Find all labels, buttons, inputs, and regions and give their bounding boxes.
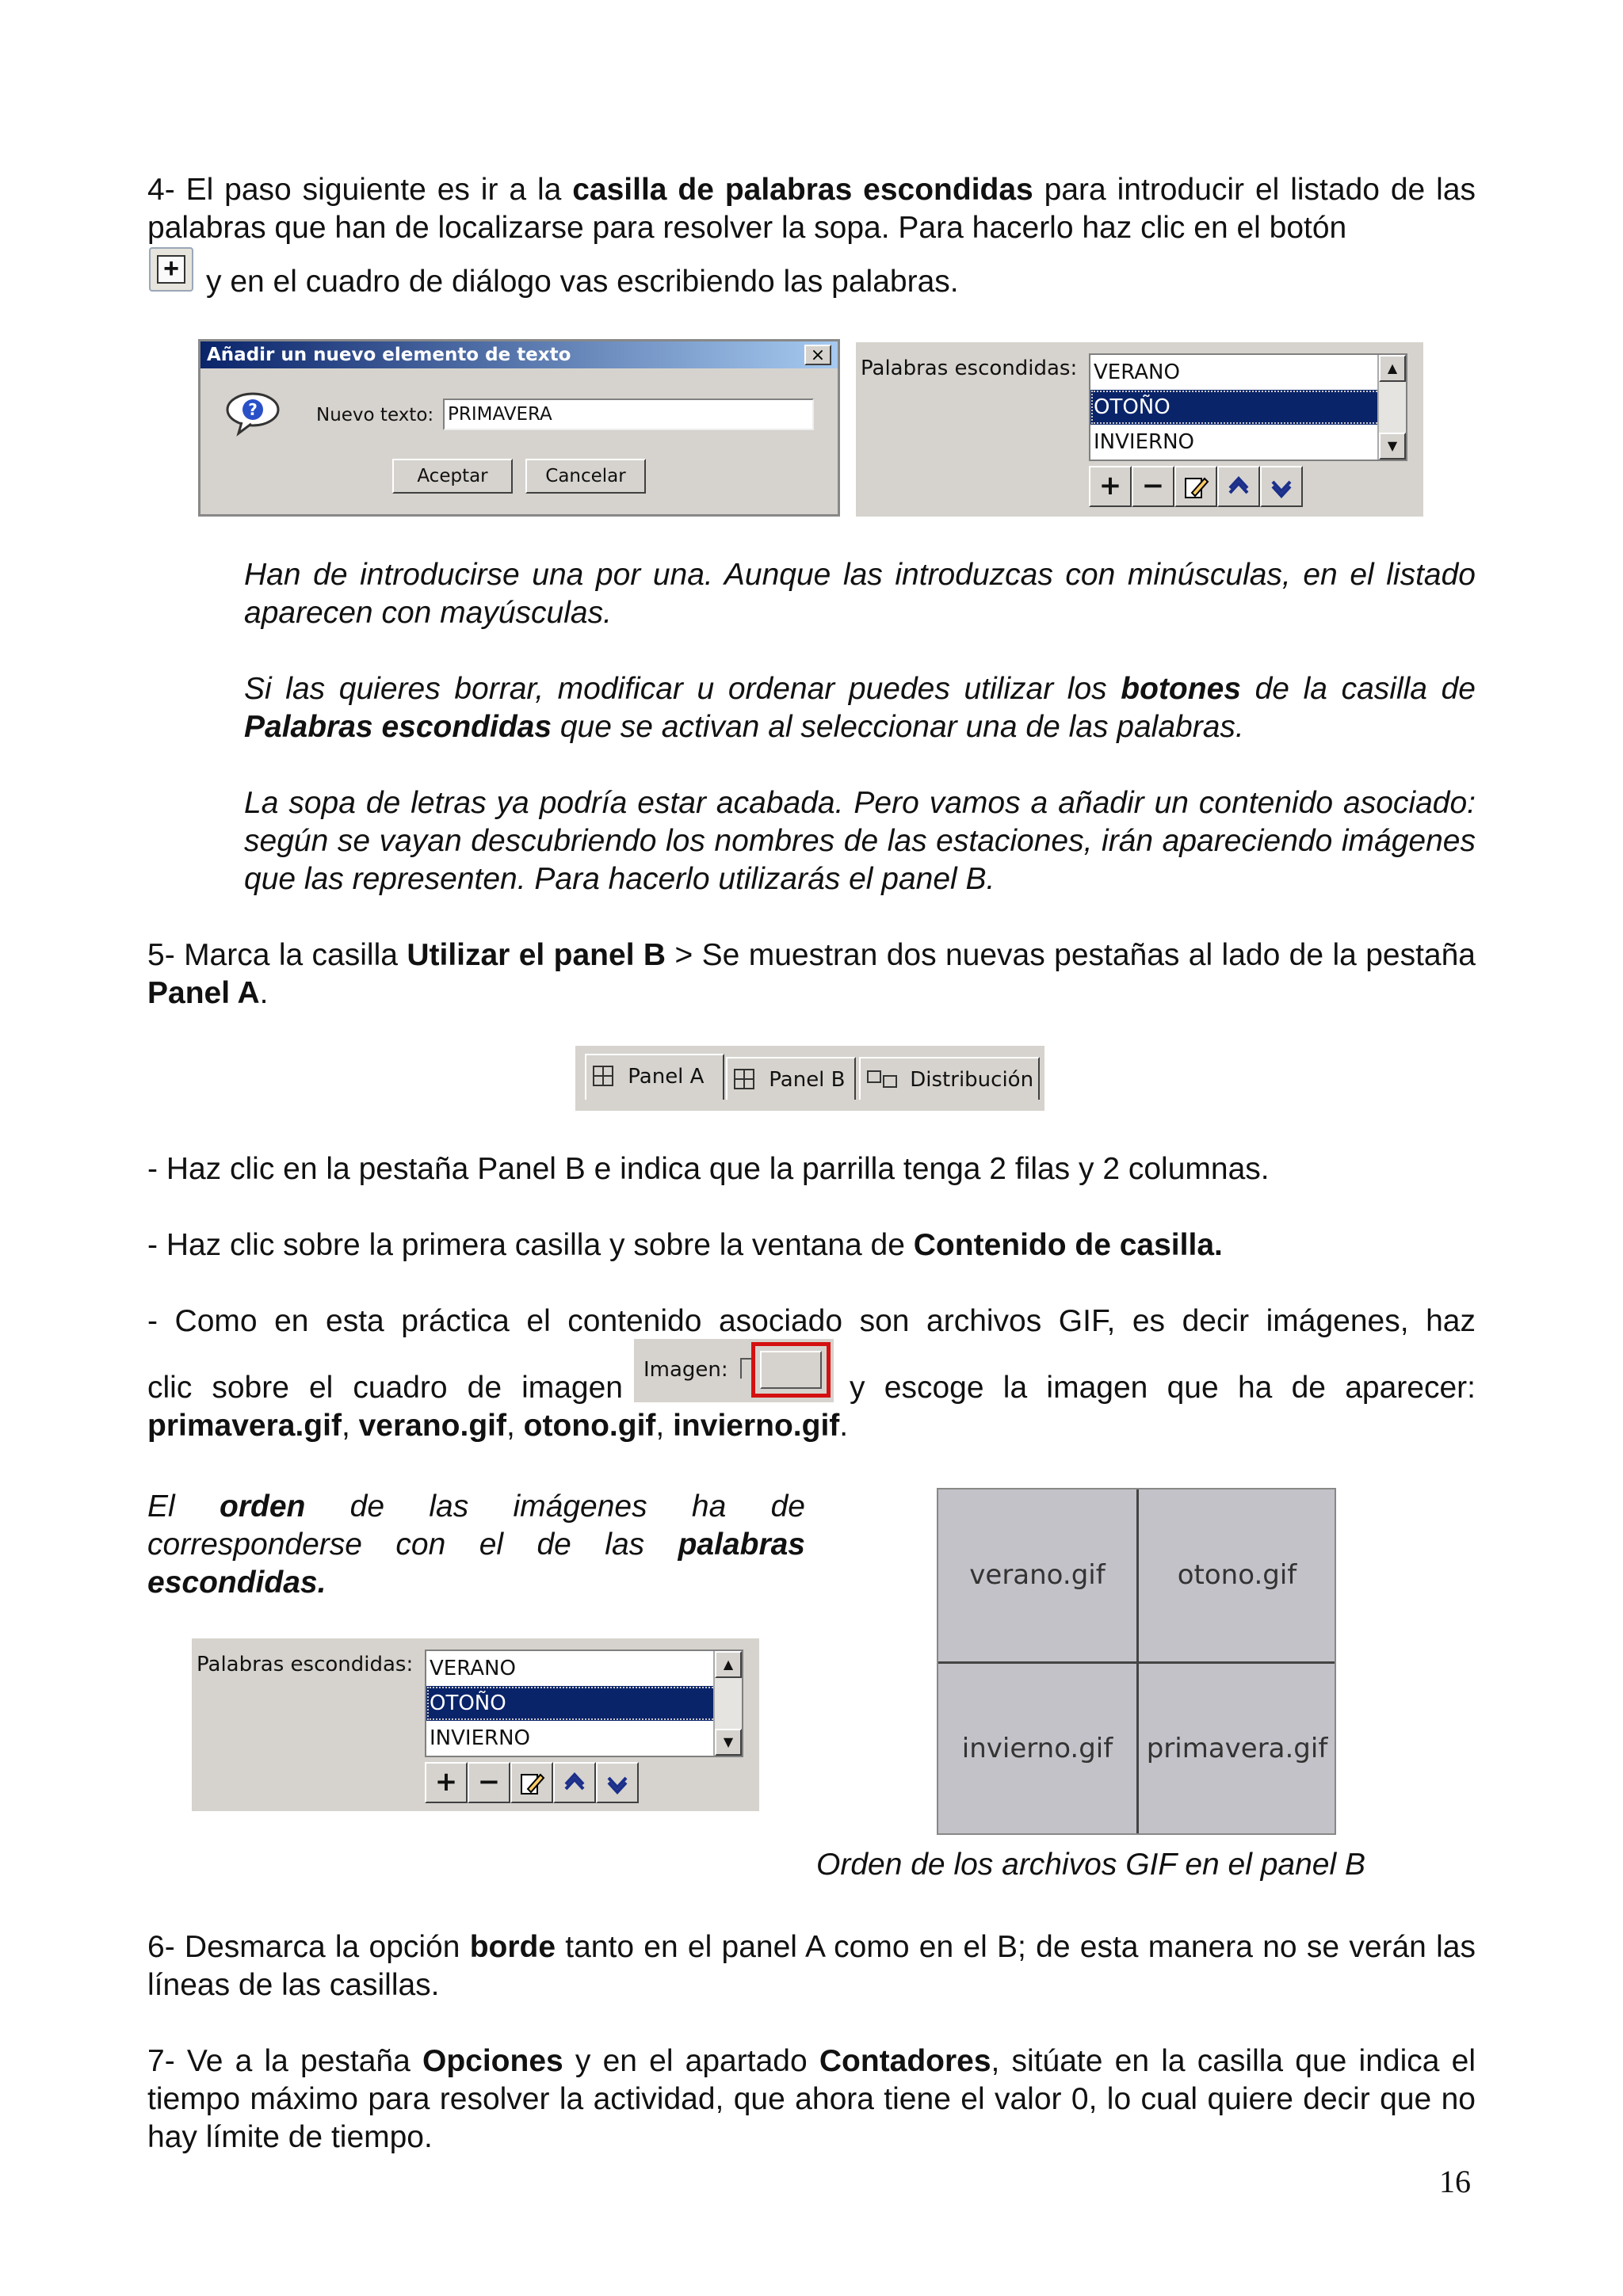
move-down-icon[interactable] xyxy=(1260,466,1303,507)
scroll-down-icon[interactable]: ▼ xyxy=(715,1729,742,1756)
grid-icon xyxy=(734,1069,754,1089)
grid-cell: invierno.gif xyxy=(961,1733,1113,1764)
step6-paragraph: 6- Desmarca la opción borde tanto en el panel A como en el B; de esta manera no se verán las líneas de las casillas. xyxy=(147,1930,1476,2002)
scroll-up-icon[interactable]: ▲ xyxy=(715,1651,742,1678)
add-button-inline xyxy=(149,247,193,292)
scroll-down-icon[interactable]: ▼ xyxy=(1379,433,1406,460)
question-icon xyxy=(224,391,281,437)
step4-paragraph: 4- El paso siguiente es ir a la casilla de palabras escondidas para introducir el listado de las palabras que han de localizarse para resolver la sopa. Para hacerlo haz clic en el botón xyxy=(147,173,1476,245)
tab-distribucion[interactable]: Distribución xyxy=(859,1057,1040,1100)
grid-caption: Orden de los archivos GIF en el panel B xyxy=(816,1848,1365,1882)
list-item[interactable]: INVIERNO xyxy=(1094,430,1194,454)
bullet-3-line2a: clic sobre el cuadro de imagen xyxy=(147,1371,623,1405)
hidden-words-toolbar xyxy=(1089,466,1303,507)
list-item[interactable]: VERANO xyxy=(430,1657,516,1680)
hidden-words-label: Palabras escondidas: xyxy=(197,1653,414,1676)
new-text-label: Nuevo texto: xyxy=(316,405,434,425)
scrollbar[interactable] xyxy=(713,1651,742,1756)
new-text-input[interactable]: PRIMAVERA xyxy=(443,399,814,430)
grid-divider xyxy=(938,1661,1335,1664)
scrollbar[interactable] xyxy=(1377,355,1406,460)
cancel-button[interactable]: Cancelar xyxy=(525,459,646,494)
layout-icon xyxy=(867,1070,881,1083)
move-up-icon[interactable] xyxy=(1217,466,1260,507)
edit-icon[interactable] xyxy=(1174,466,1217,507)
step4-paragraph-end: y en el cuadro de diálogo vas escribiendo las palabras. xyxy=(206,265,959,299)
list-item-selected[interactable]: OTOÑO xyxy=(426,1686,742,1721)
grid-cell: otono.gif xyxy=(1177,1559,1297,1591)
scroll-up-icon[interactable]: ▲ xyxy=(1379,355,1406,382)
list-item-selected[interactable]: OTOÑO xyxy=(1090,390,1406,425)
step5-paragraph: 5- Marca la casilla Utilizar el panel B > Se muestran dos nuevas pestañas al lado de la pestaña Panel A. xyxy=(147,938,1476,1010)
image-field-widget xyxy=(634,1339,834,1402)
plus-icon: + xyxy=(157,255,185,284)
image-button[interactable] xyxy=(760,1351,822,1389)
image-button-highlight[interactable] xyxy=(751,1342,831,1398)
panel-b-grid xyxy=(937,1488,1336,1835)
hidden-words-panel-2 xyxy=(192,1638,759,1811)
note-3: La sopa de letras ya podría estar acabada. Pero vamos a añadir un contenido asociado: según se vayan descubriendo los nombres de las estaciones, irán apareciendo imágenes que las representen. Para hacerlo utilizarás el panel B. xyxy=(244,786,1476,896)
note-1: Han de introducirse una por una. Aunque las introduzcas con minúsculas, en el listado aparecen con mayúsculas. xyxy=(244,558,1476,630)
list-item[interactable]: VERANO xyxy=(1094,360,1180,384)
move-up-icon[interactable] xyxy=(553,1762,596,1803)
tab-panel-b[interactable]: Panel B xyxy=(726,1057,856,1100)
step7-paragraph: 7- Ve a la pestaña Opciones y en el apartado Contadores, sitúate en la casilla que indica el tiempo máximo para resolver la actividad, que ahora tiene el valor 0, lo cual quiere decir que no hay límite de tiempo. xyxy=(147,2044,1476,2154)
bullet-2: - Haz clic sobre la primera casilla y sobre la ventana de Contenido de casilla. xyxy=(147,1228,1223,1262)
close-icon[interactable]: × xyxy=(804,345,831,365)
bullet-3-files: primavera.gif, verano.gif, otono.gif, invierno.gif. xyxy=(147,1409,849,1443)
grid-cell: verano.gif xyxy=(969,1559,1106,1591)
panel-tabs xyxy=(575,1046,1044,1111)
add-text-dialog xyxy=(198,339,840,517)
remove-icon[interactable]: − xyxy=(468,1762,510,1803)
bullet-3-line1: - Como en esta práctica el contenido asociado son archivos GIF, es decir imágenes, haz xyxy=(147,1304,1476,1338)
add-icon[interactable]: + xyxy=(1089,466,1132,507)
svg-text:?: ? xyxy=(248,400,258,419)
accept-button[interactable]: Aceptar xyxy=(392,459,513,494)
bullet-3-line2b: y escoge la imagen que ha de aparecer: xyxy=(850,1371,1476,1405)
page-number: 16 xyxy=(1439,2164,1471,2199)
hidden-words-label: Palabras escondidas: xyxy=(861,357,1078,380)
list-item[interactable]: INVIERNO xyxy=(430,1726,530,1750)
hidden-words-list[interactable] xyxy=(1089,353,1407,461)
add-icon[interactable]: + xyxy=(425,1762,468,1803)
hidden-words-panel xyxy=(856,342,1423,517)
dialog-title: Añadir un nuevo elemento de texto xyxy=(200,341,838,368)
order-note: El orden de las imágenes ha de corresponderse con el de las palabras escondidas. xyxy=(147,1489,805,1600)
note-2: Si las quieres borrar, modificar u ordenar puedes utilizar los botones de la casilla de Palabras escondidas que se activan al seleccionar una de las palabras. xyxy=(244,672,1476,744)
move-down-icon[interactable] xyxy=(596,1762,639,1803)
tab-panel-a[interactable]: Panel A xyxy=(585,1054,724,1100)
image-label: Imagen: xyxy=(643,1358,728,1382)
grid-icon xyxy=(593,1066,613,1086)
layout-icon xyxy=(883,1075,897,1088)
hidden-words-toolbar xyxy=(425,1762,639,1803)
edit-icon[interactable] xyxy=(510,1762,553,1803)
bullet-1: - Haz clic en la pestaña Panel B e indica que la parrilla tenga 2 filas y 2 columnas. xyxy=(147,1152,1270,1186)
remove-icon[interactable]: − xyxy=(1132,466,1174,507)
hidden-words-list[interactable] xyxy=(425,1650,743,1757)
grid-cell: primavera.gif xyxy=(1146,1733,1328,1764)
